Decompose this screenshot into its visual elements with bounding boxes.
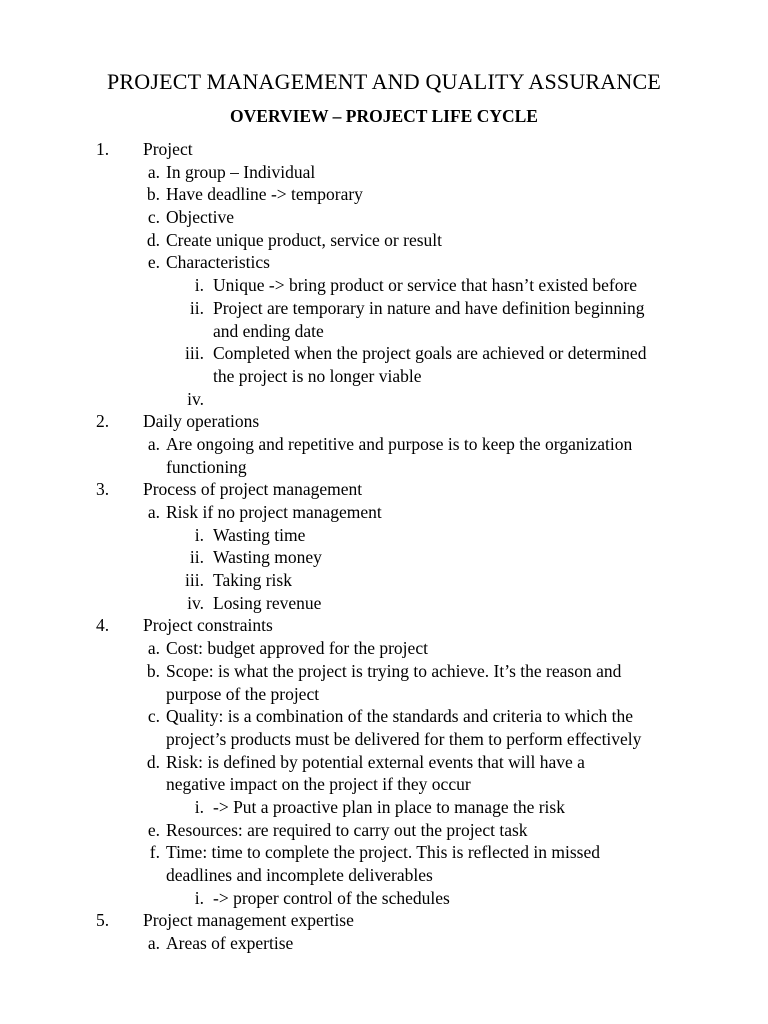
list-marker: a. xyxy=(147,933,160,954)
list-marker: 2. xyxy=(96,411,110,432)
outline-line-level-2 xyxy=(0,229,768,252)
list-item-text: the project is no longer viable xyxy=(213,365,422,386)
outline-line-level-2 xyxy=(0,206,768,229)
list-marker: iii. xyxy=(185,343,204,364)
list-marker: f. xyxy=(149,842,160,863)
outline-line-level-2 xyxy=(0,773,768,796)
list-item-text: deadlines and incomplete deliverables xyxy=(166,865,433,885)
list-marker: 3. xyxy=(96,479,110,500)
list-marker: d. xyxy=(146,229,160,250)
list-item-text: Characteristics xyxy=(166,252,270,273)
list-marker: a. xyxy=(147,161,160,182)
list-item-text: Risk if no project management xyxy=(166,502,382,522)
list-item-text: Project constraints xyxy=(143,615,273,636)
list-item-text: Scope: is what the project is trying to achieve. It’s the reason and xyxy=(166,660,622,681)
outline-line-level-2 xyxy=(0,728,768,751)
outline-line-level-2 xyxy=(0,251,768,274)
outline-line-level-2 xyxy=(0,819,768,842)
list-item-text: functioning xyxy=(166,456,247,477)
list-marker: a. xyxy=(147,433,160,454)
list-item-text: Project are temporary in nature and have definition beginning xyxy=(213,297,645,318)
list-marker: a. xyxy=(147,502,160,522)
outline-line-level-2 xyxy=(0,456,768,479)
outline-line-level-2 xyxy=(0,705,768,728)
document-subtitle: OVERVIEW – PROJECT LIFE CYCLE xyxy=(230,106,538,126)
outline-line-level-2 xyxy=(0,660,768,683)
outline-line-level-2 xyxy=(0,637,768,660)
list-marker: d. xyxy=(146,751,160,772)
list-item-text: negative impact on the project if they occur xyxy=(166,774,471,795)
list-item-text: Quality: is a combination of the standards and criteria to which the xyxy=(166,706,634,727)
list-marker: i. xyxy=(194,887,204,908)
list-item-text: Losing revenue xyxy=(213,592,322,613)
list-marker: e. xyxy=(147,252,160,273)
list-marker: c. xyxy=(147,706,160,727)
list-item-text: Objective xyxy=(166,207,235,228)
list-item-text: In group – Individual xyxy=(166,161,316,182)
list-item-text: Unique -> bring product or service that hasn’t existed before xyxy=(213,275,638,296)
list-item-text: Cost: budget approved for the project xyxy=(166,638,428,659)
list-item-text: Process of project management xyxy=(143,479,363,500)
outline-line-level-2 xyxy=(0,932,768,955)
list-item-text: -> Put a proactive plan in place to manage the risk xyxy=(213,796,565,817)
outline-line-level-3 xyxy=(0,365,768,388)
list-item-text: Project management expertise xyxy=(143,910,354,931)
list-item-text: Create unique product, service or result xyxy=(166,229,443,250)
outline-line-level-2 xyxy=(0,433,768,456)
list-marker: 4. xyxy=(96,615,110,636)
list-marker: iv. xyxy=(187,388,204,409)
list-item-text: Risk: is defined by potential external events that will have a xyxy=(166,751,585,772)
outline-line-level-2 xyxy=(0,501,768,524)
outline-line-level-3 xyxy=(0,887,768,910)
list-item-text: purpose of the project xyxy=(166,683,320,704)
list-marker: b. xyxy=(146,184,160,205)
outline-line-level-3 xyxy=(0,274,768,297)
outline-line-level-3 xyxy=(0,592,768,615)
outline-line-level-2 xyxy=(0,183,768,206)
list-item-text: Taking risk xyxy=(213,570,292,591)
document-title: PROJECT MANAGEMENT AND QUALITY ASSURANCE xyxy=(107,69,661,94)
list-item-text: Resources: are required to carry out the project task xyxy=(166,819,528,840)
outline-line-level-3 xyxy=(0,524,768,547)
list-marker: ii. xyxy=(189,547,204,568)
outline-line-level-3 xyxy=(0,796,768,819)
outline-line-level-3 xyxy=(0,320,768,343)
list-marker: i. xyxy=(194,275,204,296)
list-marker: c. xyxy=(147,207,160,228)
list-item-text: Project xyxy=(143,139,193,159)
outline-line-level-3 xyxy=(0,297,768,320)
list-item-text: Wasting time xyxy=(213,524,306,545)
outline-line-level-2 xyxy=(0,683,768,706)
list-item-text: -> proper control of the schedules xyxy=(213,887,450,908)
list-item-text: Daily operations xyxy=(143,411,260,432)
list-marker: a. xyxy=(147,638,160,659)
list-item-text: Have deadline -> temporary xyxy=(166,184,363,205)
outline-line-level-1 xyxy=(0,138,768,161)
outline-list xyxy=(0,138,768,955)
outline-line-level-1 xyxy=(0,478,768,501)
outline-line-level-2 xyxy=(0,161,768,184)
outline-line-level-2 xyxy=(0,841,768,864)
outline-line-level-2 xyxy=(0,751,768,774)
list-item-text: Completed when the project goals are achieved or determined xyxy=(213,343,647,364)
outline-line-level-3 xyxy=(0,546,768,569)
outline-line-level-1 xyxy=(0,909,768,932)
outline-line-level-1 xyxy=(0,410,768,433)
list-item-text: Wasting money xyxy=(213,547,322,568)
list-marker: 5. xyxy=(96,910,110,931)
outline-line-level-3 xyxy=(0,388,768,411)
list-item-text: Areas of expertise xyxy=(166,933,294,954)
list-item-text: and ending date xyxy=(213,320,324,341)
list-marker: iv. xyxy=(187,592,204,613)
list-marker: 1. xyxy=(96,139,110,159)
list-marker: ii. xyxy=(189,297,204,318)
list-item-text: project’s products must be delivered for them to perform effectively xyxy=(166,728,642,749)
list-item-text: Are ongoing and repetitive and purpose is to keep the organization xyxy=(166,433,633,454)
outline-line-level-1 xyxy=(0,614,768,637)
outline-line-level-2 xyxy=(0,864,768,887)
list-marker: e. xyxy=(147,819,160,840)
outline-line-level-3 xyxy=(0,569,768,592)
outline-line-level-3 xyxy=(0,342,768,365)
list-marker: iii. xyxy=(185,570,204,591)
list-marker: i. xyxy=(194,524,204,545)
list-marker: i. xyxy=(194,796,204,817)
list-marker: b. xyxy=(146,660,160,681)
list-item-text: Time: time to complete the project. This is reflected in missed xyxy=(166,842,601,863)
